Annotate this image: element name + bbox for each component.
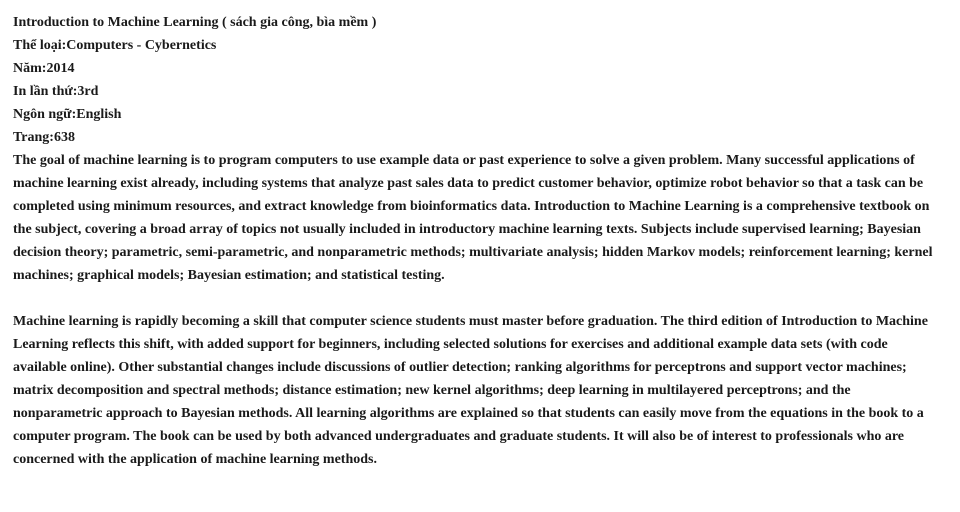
category-value: Computers - Cybernetics [66,38,217,53]
book-category [13,34,940,57]
language-value: English [76,107,122,122]
year-label: Năm: [13,61,47,76]
pages-label: Trang: [13,130,54,145]
year-value: 2014 [46,61,75,76]
book-title: Introduction to Machine Learning ( sách gia công, bìa mềm ) [13,15,377,30]
description-paragraph-2: Machine learning is rapidly becoming a skill that computer science students must master before graduation. The third edition of Introduction to Machine Learning reflects this shift, with added support for beginners, including selected solutions for exercises and additional example data sets (with code available online). Other substantial changes include discussions of outlier detection; ranking algorithms for perceptrons and support vector machines; matrix decomposition and spectral methods; distance estimation; new kernel algorithms; deep learning in multilayered perceptrons; and the nonparametric approach to Bayesian methods. All learning algorithms are explained so that students can easily move from the equations in the book to a computer program. The book can be used by both advanced undergraduates and graduate students. It will also be of interest to professionals who are concerned with the application of machine learning methods. [13,314,928,467]
book-language [13,103,940,126]
book-description [13,149,940,471]
edition-label: In lần thứ: [13,84,78,99]
category-label: Thể loại: [13,38,67,53]
description-paragraph-1: The goal of machine learning is to program computers to use example data or past experience to solve a given problem. Many successful applications of machine learning exist already, including systems that analyze past sales data to predict customer behavior, optimize robot behavior so that a task can be completed using minimum resources, and extract knowledge from bioinformatics data. Introduction to Machine Learning is a comprehensive textbook on the subject, covering a broad array of topics not usually included in introductory machine learning texts. Subjects include supervised learning; Bayesian decision theory; parametric, semi-parametric, and nonparametric methods; multivariate analysis; hidden Markov models; reinforcement learning; kernel machines; graphical models; Bayesian estimation; and statistical testing. [13,153,933,283]
book-year [13,57,940,80]
pages-value: 638 [53,130,75,145]
book-edition [13,80,940,103]
edition-value: 3rd [77,84,99,99]
book-pages [13,126,940,149]
book-metadata [13,11,940,149]
language-label: Ngôn ngữ: [13,107,77,122]
